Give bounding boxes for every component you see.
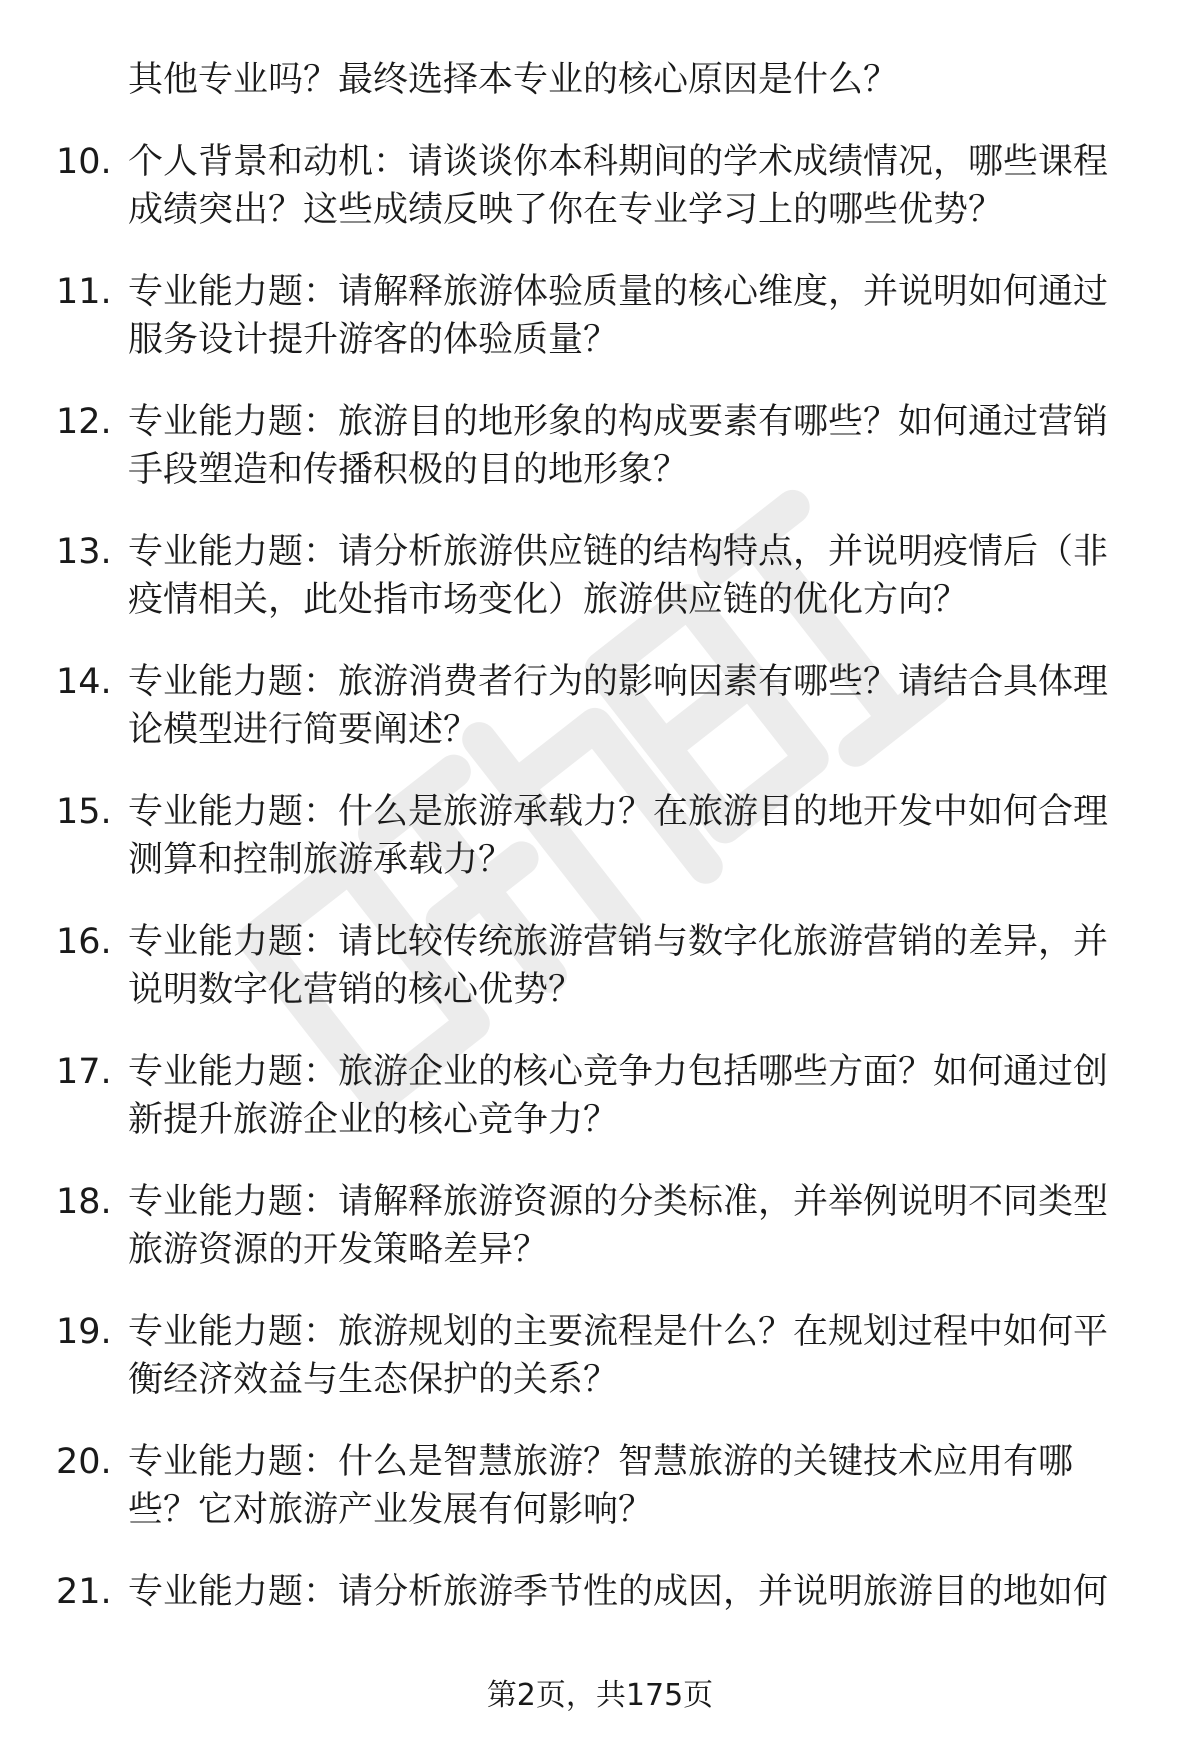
item-text — [128, 788, 1128, 884]
item-number: 21. — [56, 1572, 112, 1612]
item-text-line: 个人背景和动机：请谈谈你本科期间的学术成绩情况，哪些课程 — [128, 142, 1109, 182]
item-text-line: 专业能力题：请分析旅游季节性的成因，并说明旅游目的地如何 — [128, 1572, 1109, 1612]
continuation-line: 其他专业吗？最终选择本专业的核心原因是什么？ — [128, 60, 899, 100]
item-number: 13. — [56, 532, 112, 572]
item-text-line: 成绩突出？这些成绩反映了你在专业学习上的哪些优势？ — [128, 190, 1004, 230]
item-text — [128, 1438, 1128, 1534]
list-item — [56, 138, 1146, 234]
item-text-line: 服务设计提升游客的体验质量？ — [128, 320, 619, 360]
item-text-line: 衡经济效益与生态保护的关系？ — [128, 1360, 619, 1400]
list-item — [56, 398, 1146, 494]
item-text-line: 专业能力题：什么是旅游承载力？在旅游目的地开发中如何合理 — [128, 792, 1109, 832]
item-number: 12. — [56, 402, 112, 442]
list-item — [56, 1178, 1146, 1274]
list-item — [56, 918, 1146, 1014]
item-number: 16. — [56, 922, 112, 962]
item-text-line: 专业能力题：旅游规划的主要流程是什么？在规划过程中如何平 — [128, 1312, 1109, 1352]
item-text — [128, 398, 1128, 494]
item-text — [128, 268, 1128, 364]
list-item — [56, 1048, 1146, 1144]
list-item — [56, 528, 1146, 624]
page-footer: 第2页，共175页 — [486, 1678, 714, 1713]
list-item — [56, 1568, 1146, 1616]
item-number: 15. — [56, 792, 112, 832]
item-text-line: 论模型进行简要阐述？ — [128, 710, 479, 750]
item-text-line: 些？它对旅游产业发展有何影响？ — [128, 1490, 654, 1530]
item-number: 18. — [56, 1182, 112, 1222]
item-text-line: 专业能力题：请分析旅游供应链的结构特点，并说明疫情后（非 — [128, 532, 1109, 572]
question-list — [56, 56, 1146, 1616]
item-text-line: 专业能力题：什么是智慧旅游？智慧旅游的关键技术应用有哪 — [128, 1442, 1074, 1482]
list-item — [56, 1308, 1146, 1404]
item-number: 17. — [56, 1052, 112, 1092]
item-text-line: 专业能力题：旅游目的地形象的构成要素有哪些？如何通过营销 — [128, 402, 1109, 442]
item-text — [128, 918, 1128, 1014]
item-text — [128, 658, 1128, 754]
item-text — [128, 1568, 1128, 1616]
item-text-line: 旅游资源的开发策略差异？ — [128, 1230, 549, 1270]
item-text — [128, 1048, 1128, 1144]
list-item — [56, 658, 1146, 754]
item-text-line: 专业能力题：旅游企业的核心竞争力包括哪些方面？如何通过创 — [128, 1052, 1109, 1092]
item-number: 10. — [56, 142, 112, 182]
item-number: 11. — [56, 272, 112, 312]
item-text — [128, 1178, 1128, 1274]
item-number: 14. — [56, 662, 112, 702]
item-text — [128, 1308, 1128, 1404]
item-text-line: 专业能力题：请比较传统旅游营销与数字化旅游营销的差异，并 — [128, 922, 1109, 962]
item-number: 20. — [56, 1442, 112, 1482]
list-item — [56, 1438, 1146, 1534]
item-text-line: 专业能力题：请解释旅游体验质量的核心维度，并说明如何通过 — [128, 272, 1109, 312]
item-text-line: 测算和控制旅游承载力？ — [128, 840, 514, 880]
item-text-line: 疫情相关，此处指市场变化）旅游供应链的优化方向？ — [128, 580, 969, 620]
item-text-line: 专业能力题：旅游消费者行为的影响因素有哪些？请结合具体理 — [128, 662, 1109, 702]
item-text-line: 说明数字化营销的核心优势？ — [128, 970, 584, 1010]
item-text-line: 专业能力题：请解释旅游资源的分类标准，并举例说明不同类型 — [128, 1182, 1109, 1222]
list-item — [56, 268, 1146, 364]
item-text-line: 手段塑造和传播积极的目的地形象？ — [128, 450, 689, 490]
item-text-line: 新提升旅游企业的核心竞争力？ — [128, 1100, 619, 1140]
list-item — [56, 788, 1146, 884]
item-number: 19. — [56, 1312, 112, 1352]
item-text — [128, 138, 1128, 234]
item-text — [128, 528, 1128, 624]
